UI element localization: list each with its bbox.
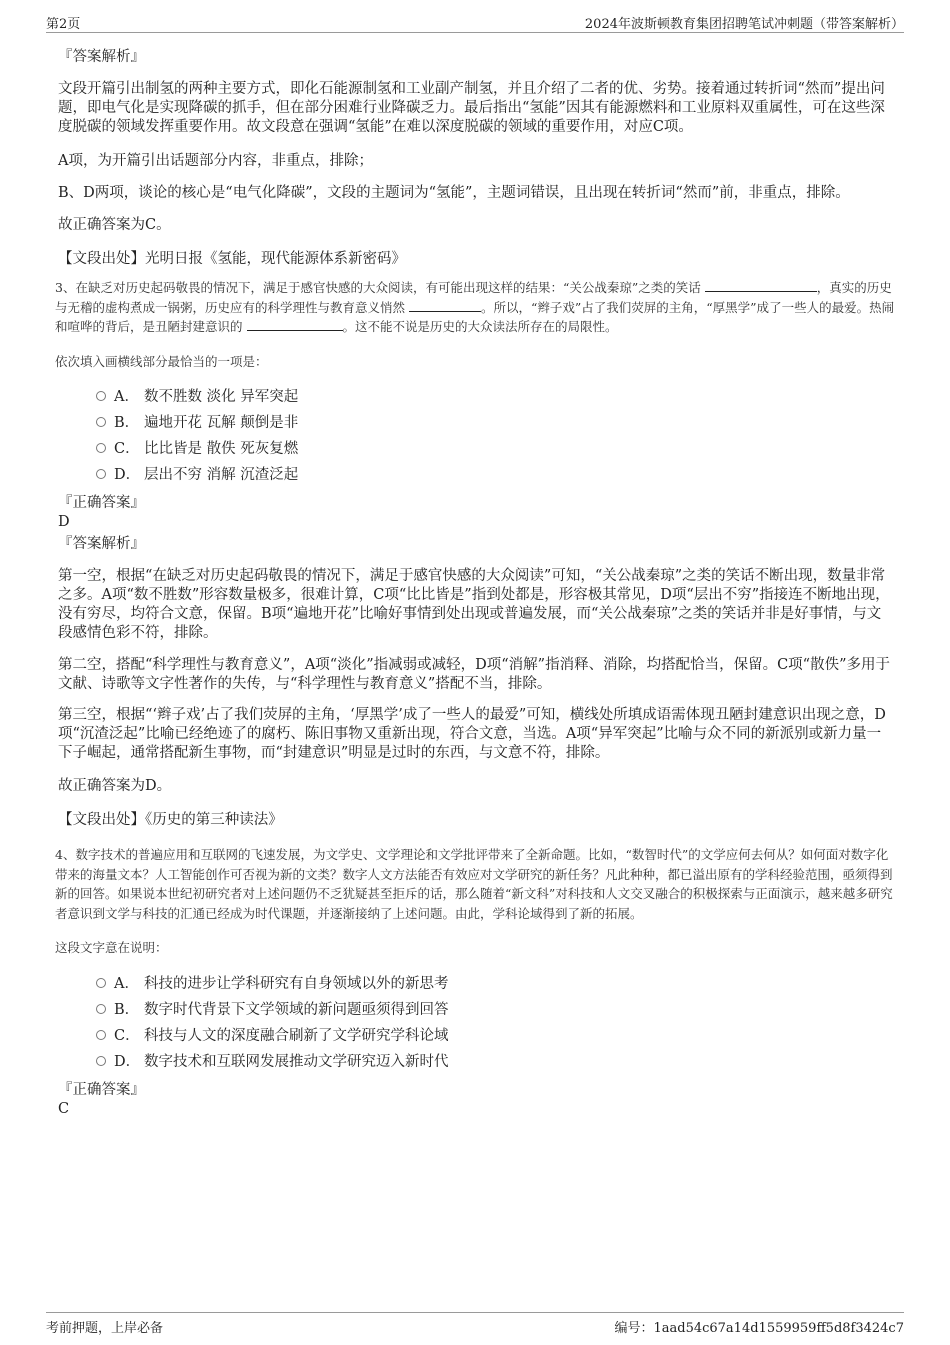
radio-icon[interactable]	[96, 1004, 106, 1014]
q4-option-b[interactable]: B． 数字时代背景下文学领域的新问题亟须得到回答	[96, 1001, 449, 1020]
radio-icon[interactable]	[96, 1056, 106, 1066]
q2-analysis-p1: 文段开篇引出制氢的两种主要方式，即化石能源制氢和工业副产制氢，并且介绍了二者的优、劣势。接着通过转折词“然而”提出问题，即电气化是实现降碳的抓手，但在部分困难行业降碳乏力。最后指出“氢能”因其有能源燃料和工业原料双重属性，可在这些深度脱碳的领域发挥重要作用。故文段意在强调“氢能”在难以深度脱碳的领域的重要作用，对应C项。	[58, 81, 885, 135]
radio-icon[interactable]	[96, 469, 106, 479]
q3-analysis-p4: 故正确答案为D。	[58, 778, 172, 794]
q3-answer-label: 『正确答案』	[58, 495, 145, 511]
q3-answer: D	[58, 514, 70, 530]
page-number: 第2页	[46, 17, 81, 32]
blank-3	[247, 318, 343, 331]
q3-prompt: 依次填入画横线部分最恰当的一项是：	[55, 354, 268, 369]
q3-analysis-p1: 第一空，根据“在缺乏对历史起码敬畏的情况下，满足于感官快感的大众阅读”可知，“关公战秦琼”之类的笑话不断出现，数量非常之多。A项“数不胜数”形容数量极多，很难计算，C项“比比皆是”指到处都是，形容极其常见，D项“层出不穷”指接连不断地出现，没有穷尽，均符合文意，保留。B项“遍地开花”比喻好事情到处出现或普遍发展，而“关公战秦琼”之类的笑话并非是好事情，与文段感情色彩不符，排除。	[58, 568, 890, 641]
q4-option-d[interactable]: D． 数字技术和互联网发展推动文学研究迈入新时代	[96, 1053, 449, 1072]
q3-stem: 3、在缺乏对历史起码敬畏的情况下，满足于感官快感的大众阅读，有可能出现这样的结果：“关公战秦琼”之类的笑话 ，真实的历史与无稽的虚构煮成一锅粥，历史应有的科学理性与教育意义悄然 。所以，“辫子戏”占了我们荧屏的主角，“厚黑学”成了一些人的最爱。热闹和喧哗的背后，是丑陋封建意识的 。这不能不说是历史的大众读法所存在的局限性。	[55, 280, 895, 334]
q2-source: 【文段出处】光明日报《氢能，现代能源体系新密码》	[58, 251, 406, 267]
document-id: 编号：1aad54c67a14d1559959ff5d8f3424c7	[614, 1321, 904, 1336]
blank-2	[409, 299, 481, 312]
page-header	[46, 10, 904, 33]
q3-option-b[interactable]: B． 遍地开花 瓦解 颠倒是非	[96, 414, 298, 433]
blank-1	[705, 279, 817, 292]
q3-option-a[interactable]: A． 数不胜数 淡化 异军突起	[96, 388, 298, 407]
radio-icon[interactable]	[96, 1030, 106, 1040]
footer-slogan: 考前押题，上岸必备	[46, 1321, 164, 1336]
q3-analysis-p2: 第二空，搭配“科学理性与教育意义”，A项“淡化”指减弱或减轻，D项“消解”指消释、消除，均搭配恰当，保留。C项“散佚”多用于文献、诗歌等文字性著作的失传，与“科学理性与教育意义”搭配不当，排除。	[58, 657, 890, 692]
q3-analysis-p3: 第三空，根据“‘辫子戏’占了我们荧屏的主角，‘厚黑学’成了一些人的最爱”可知，横线处所填成语需体现丑陋封建意识出现之意，D项“沉渣泛起”比喻已经绝迹了的腐朽、陈旧事物又重新出现，符合文意，当选。A项“异军突起”比喻与众不同的新派别或新力量一下子崛起，通常搭配新生事物，而“封建意识”明显是过时的东西，与文意不符，排除。	[58, 707, 886, 761]
q2-analysis-p3: B、D两项，谈论的核心是“电气化降碳”，文段的主题词为“氢能”，主题词错误，且出现在转折词“然而”前，非重点，排除。	[58, 185, 850, 201]
q3-option-d[interactable]: D． 层出不穷 消解 沉渣泛起	[96, 466, 298, 485]
q4-stem: 4、数字技术的普遍应用和互联网的飞速发展，为文学史、文学理论和文学批评带来了全新命题。比如，“数智时代”的文学应何去何从？如何面对数字化带来的海量文本？人工智能创作可否视为新的文类？数字人文方法能否有效应对文学研究的新任务？凡此种种，都已溢出原有的学科经验范围，亟须得到新的回答。如果说本世纪初研究者对上述问题仍不乏犹疑甚至拒斥的话，那么随着“新文科”对科技和人文交叉融合的积极探索与正面演示，越来越多研究者意识到文学与科技的汇通已经成为时代课题，并逐渐接纳了上述问题。由此，学科论域得到了新的拓展。	[55, 847, 893, 921]
radio-icon[interactable]	[96, 391, 106, 401]
radio-icon[interactable]	[96, 417, 106, 427]
q4-answer: C	[58, 1101, 70, 1117]
q2-analysis-p4: 故正确答案为C。	[58, 217, 171, 233]
q2-analysis-p2: A项，为开篇引出话题部分内容，非重点，排除；	[58, 153, 373, 169]
radio-icon[interactable]	[96, 443, 106, 453]
radio-icon[interactable]	[96, 978, 106, 988]
q2-analysis-label: 『答案解析』	[58, 49, 145, 65]
document-title: 2024年波斯顿教育集团招聘笔试冲刺题（带答案解析）	[584, 17, 904, 32]
q3-source: 【文段出处】《历史的第三种读法》	[58, 812, 283, 828]
q3-analysis-label: 『答案解析』	[58, 536, 145, 552]
q3-option-c[interactable]: C． 比比皆是 散佚 死灰复燃	[96, 440, 298, 459]
q4-answer-label: 『正确答案』	[58, 1082, 145, 1098]
q4-option-a[interactable]: A． 科技的进步让学科研究有自身领域以外的新思考	[96, 975, 449, 994]
page-footer	[46, 1312, 904, 1336]
q4-prompt: 这段文字意在说明：	[55, 940, 168, 955]
q4-option-c[interactable]: C． 科技与人文的深度融合刷新了文学研究学科论域	[96, 1027, 449, 1046]
